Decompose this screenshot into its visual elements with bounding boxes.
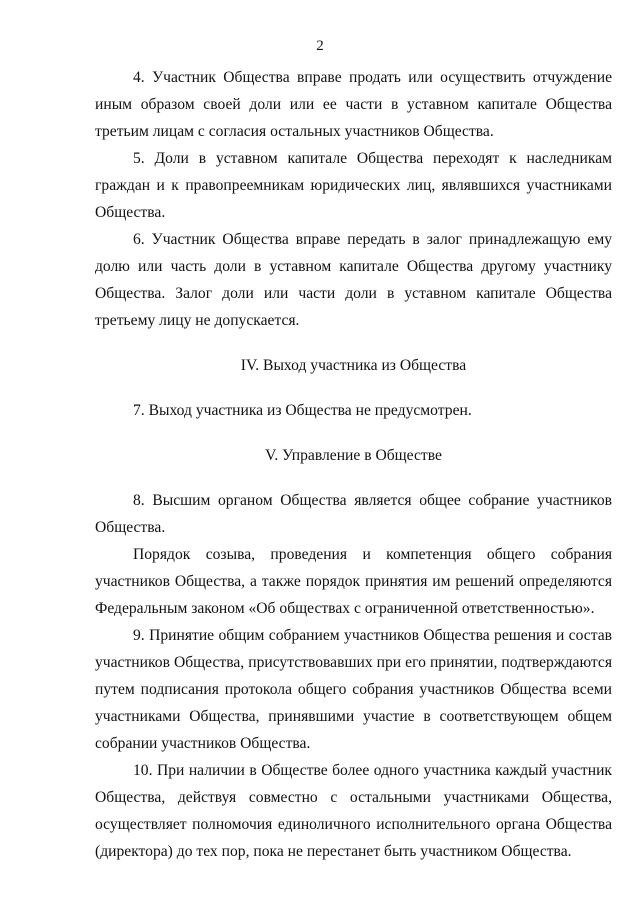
paragraph-8: 8. Высшим органом Общества является общее собрание участников Общества. (95, 492, 612, 536)
section-4-heading: IV. Выход участника из Общества (240, 357, 467, 374)
paragraph-8-procedure: Порядок созыва, проведения и компетенция общего собрания участников Общества, а также порядок принятия им решений определяются Федеральным законом «Об обществах с ограниченной ответственностью». (95, 546, 612, 617)
paragraph-10: 10. При наличии в Обществе более одного участника каждый участник Общества, действуя совместно с остальными участниками Общества, осуществляет полномочия единоличного исполнительного органа Общества (директора) до тех пор, пока не перестанет быть участником Общества. (95, 762, 612, 860)
section-5-heading: V. Управление в Обществе (265, 447, 442, 464)
document-body (95, 64, 612, 865)
paragraph-5: 5. Доли в уставном капитале Общества переходят к наследникам граждан и к правопреемникам юридических лиц, являвшихся участниками Общества. (95, 150, 612, 221)
paragraph-7: 7. Выход участника из Общества не предусмотрен. (133, 402, 472, 419)
paragraph-6: 6. Участник Общества вправе передать в залог принадлежащую ему долю или часть доли в уставном капитале Общества другому участнику Общества. Залог доли или части доли в уставном капитале Общества третьему лицу не допускается. (95, 231, 612, 329)
paragraph-4: 4. Участник Общества вправе продать или осуществить отчуждение иным образом своей доли или ее части в уставном капитале Общества третьим лицам с согласия остальных участников Общества. (95, 69, 612, 140)
paragraph-9: 9. Принятие общим собранием участников Общества решения и состав участников Общества, присутствовавших при его принятии, подтверждаются путем подписания протокола общего собрания участников Общества всеми участниками Общества, принявшими участие в соответствующем общем собрании участников Общества. (95, 627, 612, 752)
page-number: 2 (316, 38, 324, 54)
